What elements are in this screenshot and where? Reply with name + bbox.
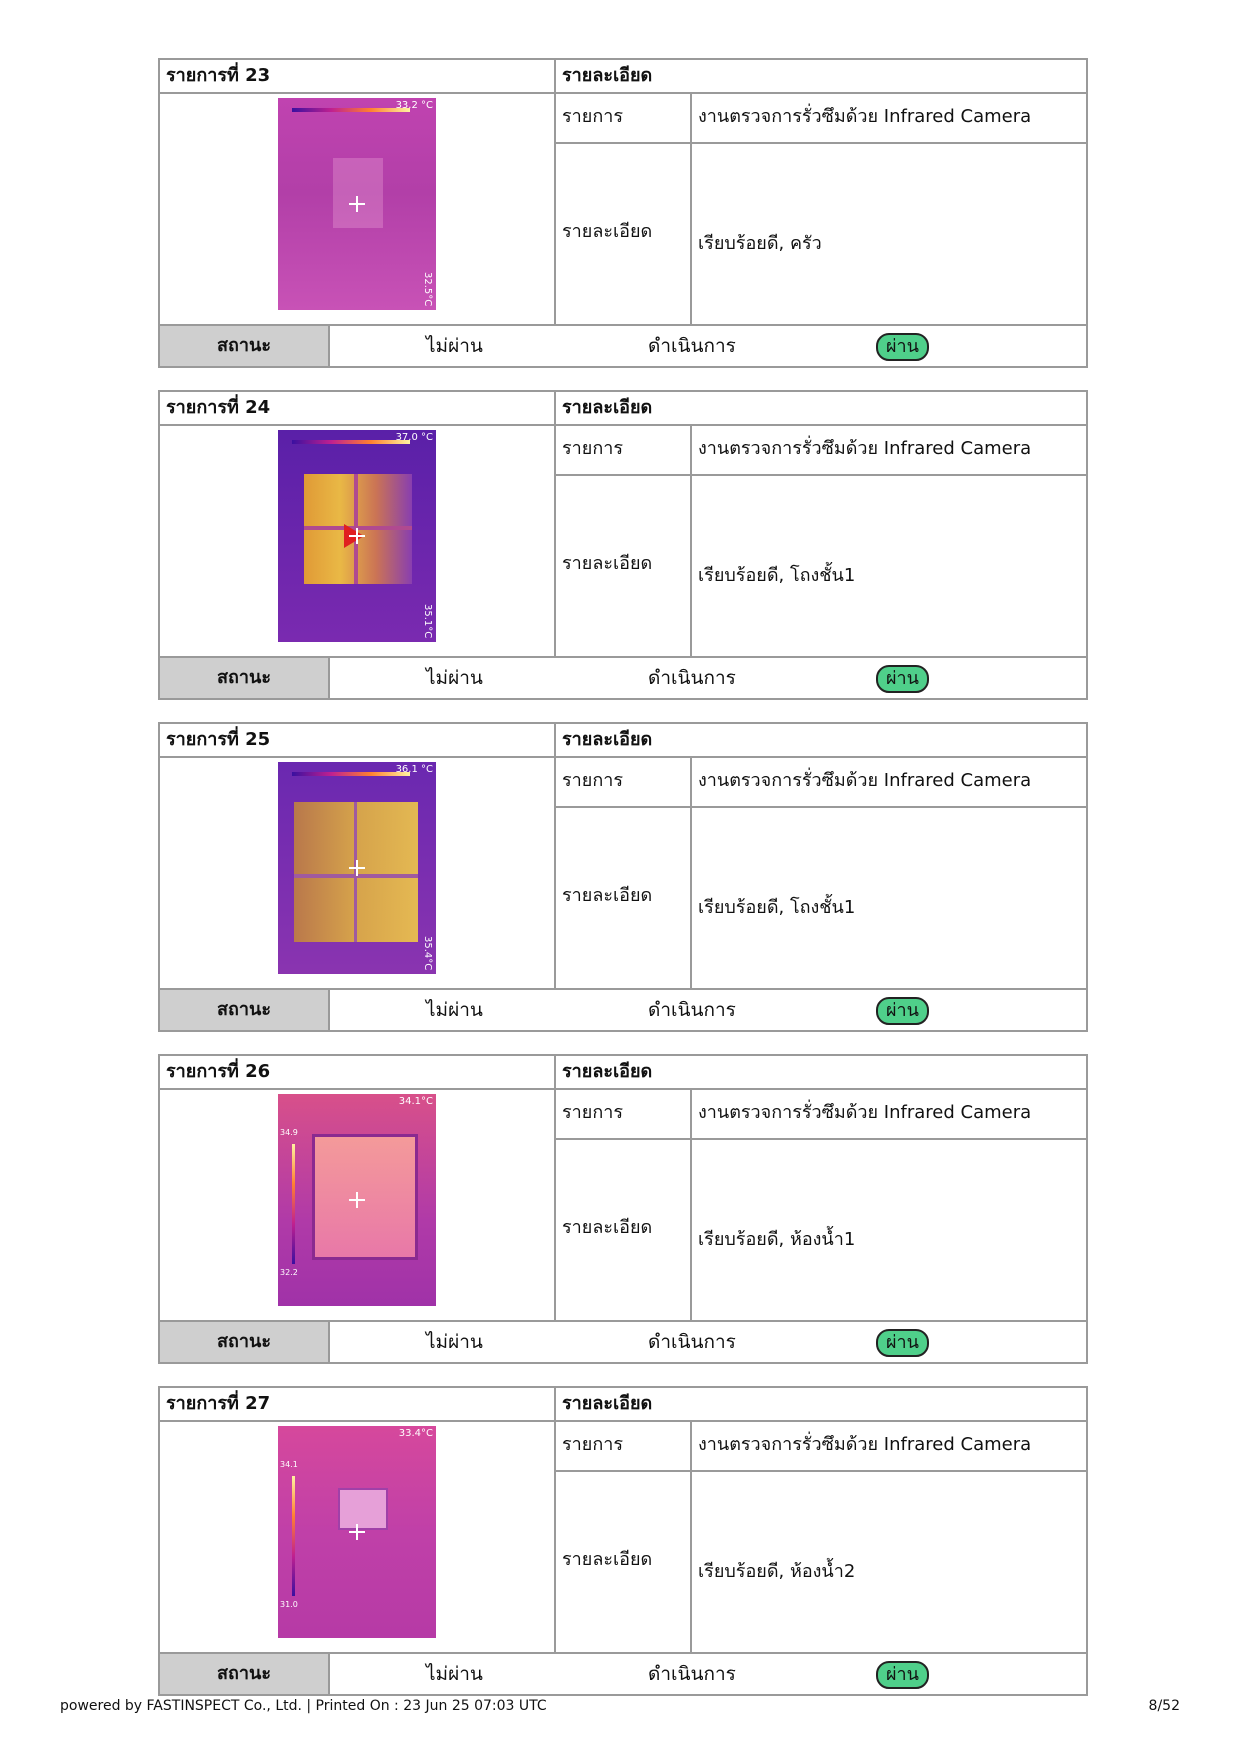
item-title: รายการที่ 23 <box>160 60 556 94</box>
inspection-card-27 <box>158 1386 1088 1696</box>
thermal-photo[interactable] <box>278 430 436 642</box>
item-value: งานตรวจการรั่วซึมด้วย Infrared Camera <box>692 1422 1086 1472</box>
item-label: รายการ <box>556 1090 692 1140</box>
scale-high-readout: 34.9 <box>280 1128 298 1137</box>
item-title: รายการที่ 25 <box>160 724 556 758</box>
status-label: สถานะ <box>160 326 330 366</box>
status-option-fail[interactable]: ไม่ผ่าน <box>426 667 483 689</box>
detail-label: รายละเอียด <box>556 1140 692 1320</box>
spot-temp-readout: 35.4°C <box>422 935 433 970</box>
status-label: สถานะ <box>160 1322 330 1362</box>
page-number: 8/52 <box>1148 1698 1180 1714</box>
item-label: รายการ <box>556 758 692 808</box>
item-label: รายการ <box>556 426 692 476</box>
detail-value: เรียบร้อยดี, โถงชั้น1 <box>698 897 856 918</box>
inspection-card-26 <box>158 1054 1088 1364</box>
crosshair-icon <box>349 528 365 544</box>
detail-header: รายละเอียด <box>556 60 1086 94</box>
detail-header: รายละเอียด <box>556 392 1086 426</box>
status-label: สถานะ <box>160 1654 330 1694</box>
scale-high-readout: 34.1 <box>280 1460 298 1469</box>
detail-value: เรียบร้อยดี, ห้องน้ำ1 <box>698 1229 856 1250</box>
crosshair-icon <box>349 860 365 876</box>
item-value: งานตรวจการรั่วซึมด้วย Infrared Camera <box>692 758 1086 808</box>
detail-header: รายละเอียด <box>556 1056 1086 1090</box>
detail-value: เรียบร้อยดี, ห้องน้ำ2 <box>698 1561 856 1582</box>
status-option-fail[interactable]: ไม่ผ่าน <box>426 335 483 357</box>
status-option-in-progress[interactable]: ดำเนินการ <box>648 1331 736 1353</box>
spot-temp-readout: 32.5°C <box>422 271 433 306</box>
status-option-fail[interactable]: ไม่ผ่าน <box>426 999 483 1021</box>
status-option-pass[interactable]: ผ่าน <box>876 997 929 1025</box>
inspection-card-25 <box>158 722 1088 1032</box>
status-option-pass[interactable]: ผ่าน <box>876 1661 929 1689</box>
status-row <box>160 1320 1086 1362</box>
status-option-pass[interactable]: ผ่าน <box>876 333 929 361</box>
status-option-fail[interactable]: ไม่ผ่าน <box>426 1331 483 1353</box>
thermal-photo[interactable] <box>278 1426 436 1638</box>
scale-low-readout: 31.0 <box>280 1600 298 1609</box>
item-value: งานตรวจการรั่วซึมด้วย Infrared Camera <box>692 1090 1086 1140</box>
status-option-in-progress[interactable]: ดำเนินการ <box>648 999 736 1021</box>
status-option-in-progress[interactable]: ดำเนินการ <box>648 667 736 689</box>
status-option-fail[interactable]: ไม่ผ่าน <box>426 1663 483 1685</box>
scale-low-readout: 32.2 <box>280 1268 298 1277</box>
item-value: งานตรวจการรั่วซึมด้วย Infrared Camera <box>692 94 1086 144</box>
temperature-scale <box>292 1476 295 1596</box>
max-temp-readout: 33.2 °C <box>395 100 433 111</box>
status-label: สถานะ <box>160 990 330 1030</box>
detail-value: เรียบร้อยดี, ครัว <box>698 233 822 254</box>
spot-temp-readout: 33.4°C <box>398 1428 433 1439</box>
status-option-in-progress[interactable]: ดำเนินการ <box>648 335 736 357</box>
temperature-scale <box>292 108 410 112</box>
footer-credit: powered by FASTINSPECT Co., Ltd. | Printed On : 23 Jun 25 07:03 UTC <box>60 1698 547 1714</box>
status-option-pass[interactable]: ผ่าน <box>876 665 929 693</box>
spot-temp-readout: 34.1°C <box>398 1096 433 1107</box>
spot-temp-readout: 35.1°C <box>422 603 433 638</box>
thermal-photo[interactable] <box>278 1094 436 1306</box>
detail-header: รายละเอียด <box>556 1388 1086 1422</box>
item-label: รายการ <box>556 1422 692 1472</box>
detail-label: รายละเอียด <box>556 144 692 324</box>
item-value: งานตรวจการรั่วซึมด้วย Infrared Camera <box>692 426 1086 476</box>
item-title: รายการที่ 26 <box>160 1056 556 1090</box>
detail-header: รายละเอียด <box>556 724 1086 758</box>
max-temp-readout: 36.1 °C <box>395 764 433 775</box>
status-row <box>160 656 1086 698</box>
crosshair-icon <box>349 1524 365 1540</box>
status-row <box>160 324 1086 366</box>
thermal-photo[interactable] <box>278 98 436 310</box>
item-title: รายการที่ 27 <box>160 1388 556 1422</box>
detail-label: รายละเอียด <box>556 476 692 656</box>
thermal-photo[interactable] <box>278 762 436 974</box>
detail-value: เรียบร้อยดี, โถงชั้น1 <box>698 565 856 586</box>
temperature-scale <box>292 1144 295 1264</box>
max-temp-readout: 37.0 °C <box>395 432 433 443</box>
detail-label: รายละเอียด <box>556 808 692 988</box>
inspection-card-24 <box>158 390 1088 700</box>
crosshair-icon <box>349 196 365 212</box>
temperature-scale <box>292 440 410 444</box>
status-option-pass[interactable]: ผ่าน <box>876 1329 929 1357</box>
item-label: รายการ <box>556 94 692 144</box>
status-row <box>160 988 1086 1030</box>
crosshair-icon <box>349 1192 365 1208</box>
temperature-scale <box>292 772 410 776</box>
detail-label: รายละเอียด <box>556 1472 692 1652</box>
status-option-in-progress[interactable]: ดำเนินการ <box>648 1663 736 1685</box>
inspection-card-23 <box>158 58 1088 368</box>
status-row <box>160 1652 1086 1694</box>
item-title: รายการที่ 24 <box>160 392 556 426</box>
status-label: สถานะ <box>160 658 330 698</box>
